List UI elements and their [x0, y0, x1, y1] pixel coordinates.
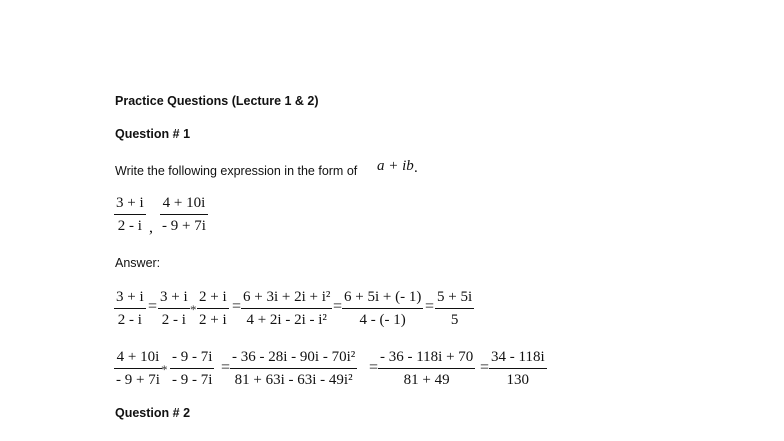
fraction-bar	[435, 308, 474, 309]
fraction-denominator: - 9 - 7i	[172, 372, 213, 388]
answer-label: Answer:	[115, 256, 161, 270]
equals-sign: =	[333, 298, 343, 315]
solution1-fraction-f	[435, 289, 474, 329]
fraction-denominator: 130	[506, 372, 530, 388]
fraction-numerator: - 36 - 28i - 90i - 70i²	[232, 349, 356, 365]
equals-sign: =	[221, 359, 231, 376]
fraction-denominator: 81 + 49	[403, 372, 450, 388]
equals-sign: =	[425, 298, 435, 315]
fraction-bar	[114, 308, 146, 309]
fraction-bar	[342, 308, 423, 309]
fraction-bar	[114, 368, 162, 369]
solution2-fraction-e	[489, 349, 547, 389]
equals-sign: =	[369, 359, 379, 376]
page-title: Practice Questions (Lecture 1 & 2)	[115, 94, 319, 108]
problem-fraction-1	[114, 195, 146, 235]
fraction-numerator: 3 + i	[160, 289, 188, 305]
fraction-numerator: - 9 - 7i	[172, 349, 213, 365]
multiply-sign: *	[161, 362, 168, 377]
instruction-text	[115, 164, 357, 178]
fraction-bar	[378, 368, 475, 369]
fraction-denominator: 2 - i	[161, 312, 186, 328]
fraction-bar	[230, 368, 357, 369]
solution2-fraction-d	[378, 349, 475, 389]
solution2-fraction-a	[114, 349, 162, 389]
fraction-numerator: 4 + 10i	[116, 349, 160, 365]
fraction-denominator: 2 + i	[199, 312, 227, 328]
fraction-bar	[241, 308, 332, 309]
solution1-fraction-b	[158, 289, 190, 329]
question-1-heading: Question # 1	[115, 127, 191, 141]
fraction-numerator: 6 + 5i + (- 1)	[344, 289, 422, 305]
problem-fraction-2	[160, 195, 208, 235]
solution2-fraction-b	[170, 349, 214, 389]
fraction-bar	[160, 214, 208, 215]
solution2-fraction-c	[230, 349, 357, 389]
multiply-sign: *	[190, 302, 197, 317]
fraction-numerator: 6 + 3i + 2i + i²	[243, 289, 331, 305]
fraction-bar	[197, 308, 229, 309]
equals-sign: =	[148, 298, 158, 315]
fraction-denominator: 81 + 63i - 63i - 49i²	[234, 372, 353, 388]
fraction-numerator: 3 + i	[116, 289, 144, 305]
equals-sign: =	[232, 298, 242, 315]
fraction-denominator: 2 - i	[117, 218, 142, 234]
fraction-numerator: 3 + i	[116, 195, 144, 211]
fraction-bar	[158, 308, 190, 309]
fraction-numerator: 4 + 10i	[162, 195, 206, 211]
problem-comma: ,	[149, 219, 153, 236]
fraction-bar	[489, 368, 547, 369]
fraction-denominator: 5	[450, 312, 459, 328]
fraction-denominator: - 9 + 7i	[116, 372, 160, 388]
question-2-heading: Question # 2	[115, 406, 191, 420]
fraction-numerator: 2 + i	[199, 289, 227, 305]
equals-sign: =	[480, 359, 490, 376]
instruction-label: Write the following expression in the form of	[115, 164, 358, 178]
fraction-denominator: 4 + 2i - 2i - i²	[246, 312, 327, 328]
solution1-fraction-c	[197, 289, 229, 329]
fraction-numerator: - 36 - 118i + 70	[380, 349, 474, 365]
instruction-math: a + ib	[377, 158, 414, 174]
fraction-bar	[114, 214, 146, 215]
fraction-denominator: 2 - i	[117, 312, 142, 328]
fraction-numerator: 5 + 5i	[437, 289, 473, 305]
fraction-denominator: - 9 + 7i	[162, 218, 206, 234]
solution1-fraction-d	[241, 289, 332, 329]
fraction-bar	[170, 368, 214, 369]
instruction-period: .	[414, 160, 418, 176]
fraction-numerator: 34 - 118i	[491, 349, 545, 365]
solution1-fraction-a	[114, 289, 146, 329]
fraction-denominator: 4 - (- 1)	[359, 312, 406, 328]
solution1-fraction-e	[342, 289, 423, 329]
